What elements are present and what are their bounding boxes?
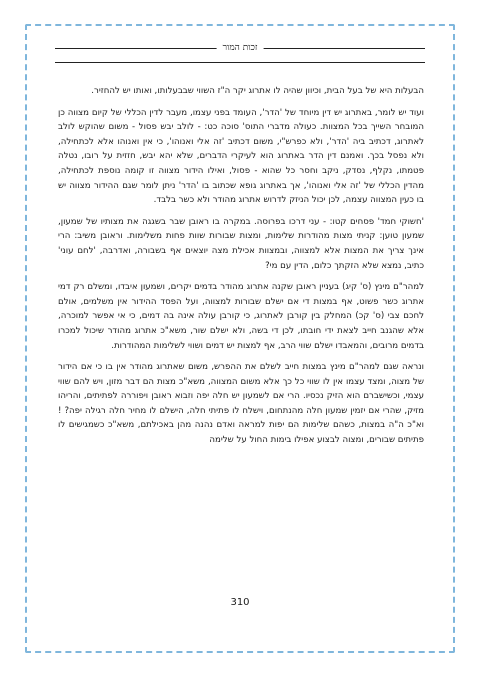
page-body bbox=[58, 84, 424, 455]
page-number: 310 bbox=[230, 597, 250, 608]
paragraph-4: למהר"ם מינץ (ס' קיג) בעניין ראובן שקנה אתרוג מהודר בדמים יקרים, ושמעון איבדו, ומשלם רק דמי אתרוג כשר פשוט, אף במצות די אם ישלם שבורות למצווה, ועל הפסד ההידור אין משלמים, אולם לחכם צבי (ס' קכ) המחלק בין קורבן לאתרוג, כי קורבן עולה אינה בה דמים, כי אי אפשר למוכרה, אלא שהגנב חייב לצאת ידי חובתו, לכן די בשה, ולא ישלם שור, משא"כ אתרוג מהודר שיכול למכרו בדמים מרובים, והמאבדו ישלם שווי הרב, אף למצות יש דמים ושווי לשלימות המהודרות. bbox=[58, 282, 424, 351]
running-header bbox=[55, 42, 425, 72]
paragraph-3: 'חשוקי חמד' פסחים קטו: - עני דרכו בפרוסה. במקרה בו ראובן שבר בשגגה את מצותיו של שמעון, שמעון טוען: קניתי מצות מהודרות שלימות, ומצות שבורות שוות פחות משלימות. וראובן משיב: הרי אינך צריך את המצות אלא למצווה, ובמצוות אכילת מצה יוצאים אף בשבורה, ואדרבה, 'לחם עוני' כתיב, נמצא שלא הזקתך כלום, הדין עם מי? bbox=[58, 216, 424, 271]
header-rule-bottom bbox=[55, 62, 425, 63]
paragraph-2: ועוד יש לומר, באתרוג יש דין מיוחד של 'הדר', העומד בפני עצמו, מעבר לדין הכללי של קיום מצווה כן המובחר השייך בכל המצוות. כעולה מדברי התוס' סוכה כט: - לולב יבש פסול - משום שהוקש לולב לאתרוג, דכתיב ביה 'הדר', ולא כפרש"י, משום דכתיב 'זה אלי ואנוהו', כי אין ואנוהו אלא לכתחילה, ולא נפסל בכך. ואמנם דין הדר באתרוג הוא לעיקרי הדברים, שלא יהא יבש, חזזית על רובו, נטלה פטמתו, נקלף, נסדק, ניקב וחסר כל שהוא - פסול, ואילו הידור מצווה זו קומה נוספת לכתחילה, מהדין הכללי של 'זה אלי ואנוהו', אך באתרוג גופא שכתוב בו 'הדר' ניתן לומר שגם ההידור מצווה יש בו כעין המצווה עצמה, לכן יכול הניזק לדרוש אתרוג מהודר ולא כשר בלבד. bbox=[58, 107, 424, 206]
paragraph-5: ונראה שגם למהר"ם מינץ במצות חייב לשלם את ההפרש, משום שאתרוג מהודר אין בו כי אם הידור של מצוה, ומצד עצמו אין לו שווי כל כך אלא משום המצווה, משא"כ מצות הם דבר מזון, ויש להם שווי עצמי, וכשישברם הוא הזיק נכסיו. הרי אם לשמעון יש חלה יפה וזבוא ראובן ויפוררה לפתיתים, והריהו מזיק, שהרי אם יזמין שמעון חלה מהנתחום, וישלח לו פתיתי חלה, הישלם לו מחיר חלה רגילה יפה? ! וא"כ ה"ה במצות, כשהם שלימות הם יפות למראה ואדם נהנה מהן באכילתם, משא"כ כשמגישים לו פתיתים שבורים, ומצוה לבצוע אפילו בימות החול על שלימה bbox=[58, 362, 424, 446]
paragraph-1: הבעלות היא של בעל הבית, וכיוון שהיה לו אתרוג יקר ה"ז השווי שבבעלותו, ואותו יש להחזיר. bbox=[91, 86, 424, 96]
header-title: זכות המור bbox=[217, 42, 264, 55]
